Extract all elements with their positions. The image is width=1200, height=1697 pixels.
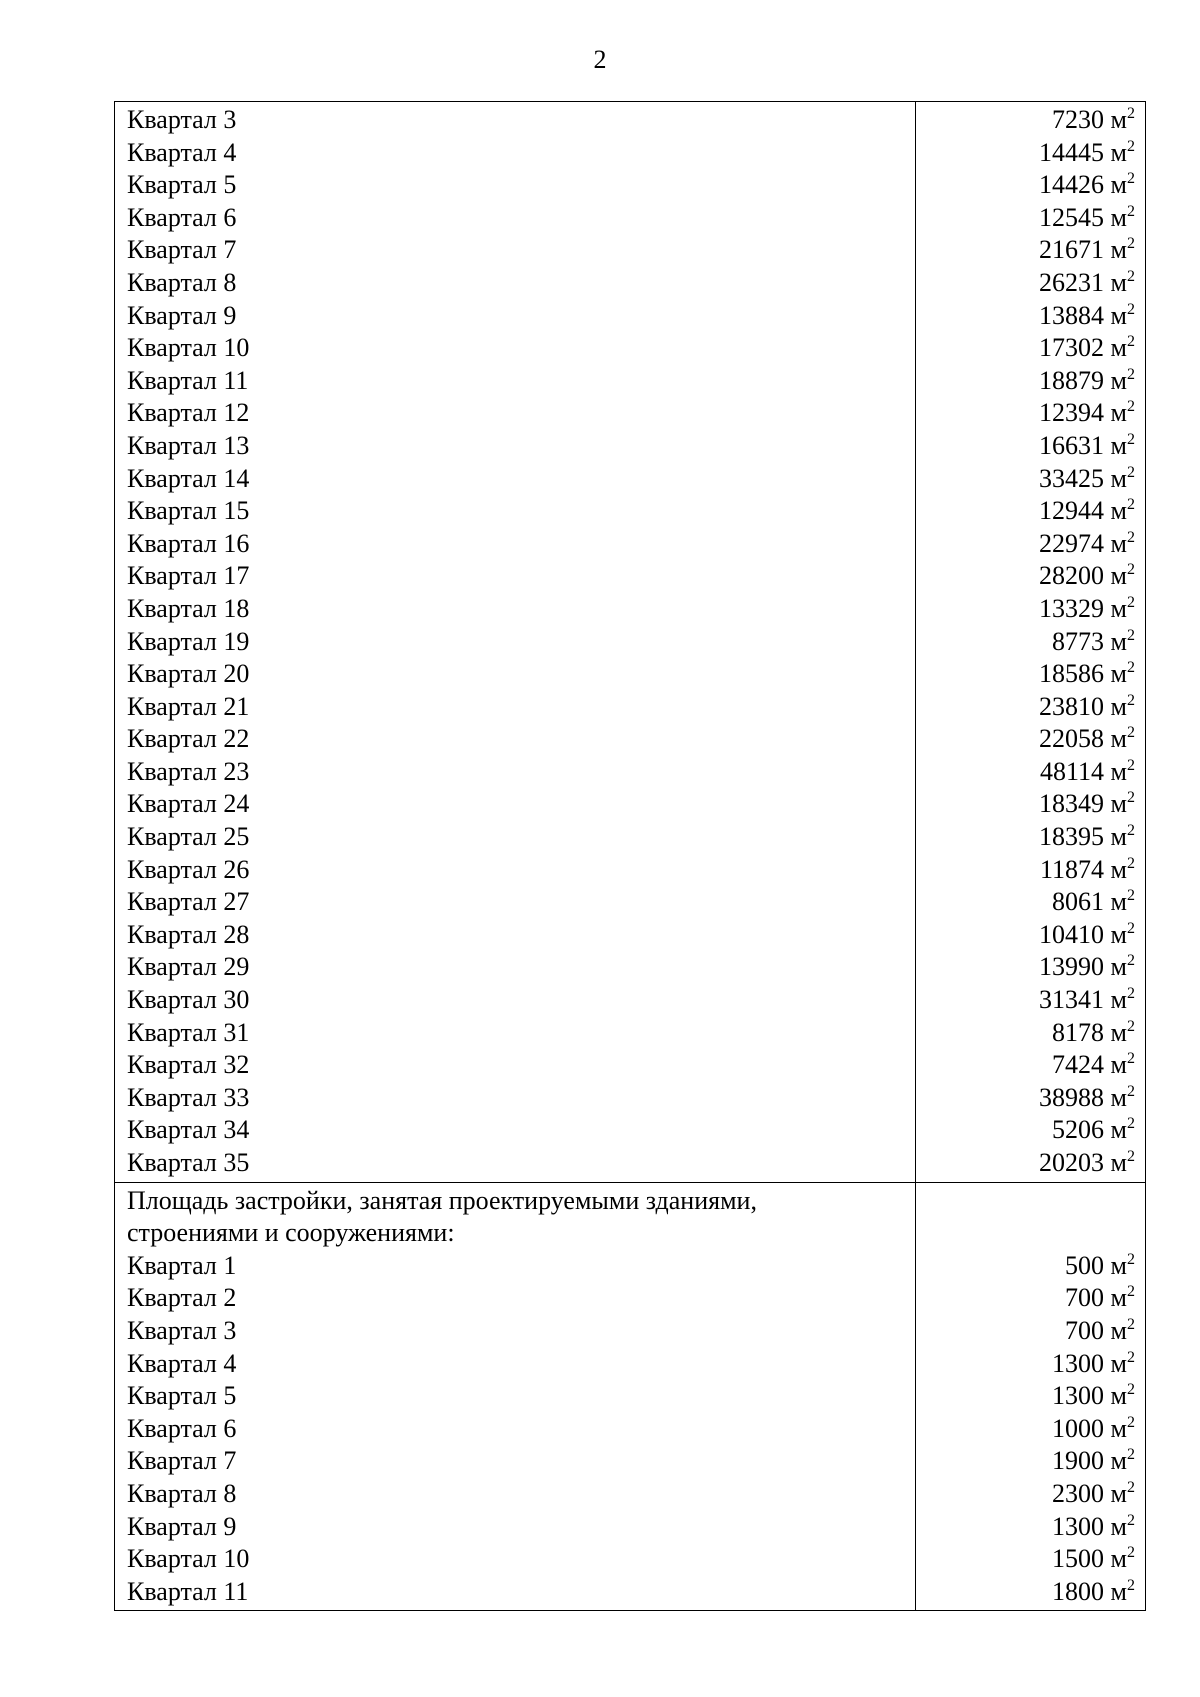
unit-exponent: 2 — [1127, 1017, 1135, 1035]
area-value — [928, 626, 1135, 659]
area-value — [928, 658, 1135, 691]
area-unit: м — [1110, 170, 1127, 200]
block-label: Квартал 4 — [127, 1348, 237, 1378]
area-unit: м — [1110, 1478, 1127, 1508]
block-label: Квартал 30 — [127, 985, 250, 1015]
unit-exponent: 2 — [1127, 430, 1135, 448]
area-unit: м — [1110, 430, 1127, 460]
area-value — [928, 593, 1135, 626]
area-unit: м — [1110, 561, 1127, 591]
unit-exponent: 2 — [1127, 1315, 1135, 1333]
area-unit: м — [1110, 1348, 1127, 1378]
block-label: Квартал 2 — [127, 1283, 237, 1313]
block-label: Квартал 13 — [127, 430, 250, 460]
block-label: Квартал 22 — [127, 724, 250, 754]
block-label: Квартал 18 — [127, 593, 250, 623]
area-value — [928, 430, 1135, 463]
area-unit: м — [1110, 724, 1127, 754]
area-value — [928, 1250, 1135, 1283]
unit-exponent: 2 — [1127, 1381, 1135, 1399]
block-label: Квартал 5 — [127, 170, 237, 200]
area-unit: м — [1110, 887, 1127, 917]
area-value — [928, 788, 1135, 821]
unit-exponent: 2 — [1127, 1446, 1135, 1464]
unit-exponent: 2 — [1127, 137, 1135, 155]
area-unit: м — [1110, 789, 1127, 819]
area-number: 700 — [1065, 1315, 1105, 1345]
area-number: 1300 — [1052, 1348, 1105, 1378]
area-unit: м — [1110, 1544, 1127, 1574]
block-label: Квартал 9 — [127, 1511, 237, 1541]
area-value — [928, 1511, 1135, 1544]
area-value — [928, 1380, 1135, 1413]
area-value — [928, 1017, 1135, 1050]
block-label: Квартал 32 — [127, 1050, 250, 1080]
area-value — [928, 1049, 1135, 1082]
unit-exponent: 2 — [1127, 1544, 1135, 1562]
block-label: Квартал 8 — [127, 267, 237, 297]
area-value — [928, 1348, 1135, 1381]
area-unit: м — [1110, 822, 1127, 852]
section-building-footprint — [115, 1182, 1146, 1611]
block-label: Квартал 16 — [127, 528, 250, 558]
unit-exponent: 2 — [1127, 724, 1135, 742]
unit-exponent: 2 — [1127, 202, 1135, 220]
area-value — [928, 756, 1135, 789]
block-label: Квартал 15 — [127, 496, 250, 526]
area-table — [114, 101, 1146, 1611]
area-number: 7230 — [1052, 105, 1105, 134]
unit-exponent: 2 — [1127, 789, 1135, 807]
area-unit: м — [1110, 985, 1127, 1015]
area-value — [928, 528, 1135, 561]
block-label: Квартал 6 — [127, 1413, 237, 1443]
unit-exponent: 2 — [1127, 561, 1135, 579]
area-number: 48114 — [1040, 756, 1105, 786]
area-unit: м — [1110, 137, 1127, 167]
area-unit: м — [1110, 659, 1127, 689]
unit-exponent: 2 — [1127, 1283, 1135, 1301]
area-unit: м — [1110, 626, 1127, 656]
area-unit: м — [1110, 528, 1127, 558]
unit-exponent: 2 — [1127, 1250, 1135, 1268]
block-label: Квартал 28 — [127, 919, 250, 949]
area-unit: м — [1110, 1050, 1127, 1080]
area-unit: м — [1110, 463, 1127, 493]
area-value — [928, 691, 1135, 724]
unit-exponent: 2 — [1127, 1413, 1135, 1431]
area-value — [928, 919, 1135, 952]
area-unit: м — [1110, 333, 1127, 363]
area-number: 5206 — [1052, 1115, 1105, 1145]
area-number: 13329 — [1039, 593, 1105, 623]
area-unit: м — [1110, 1082, 1127, 1112]
area-number: 38988 — [1039, 1082, 1105, 1112]
area-number: 16631 — [1039, 430, 1105, 460]
area-number: 31341 — [1039, 985, 1105, 1015]
block-label: Квартал 3 — [127, 1315, 237, 1345]
area-number: 1900 — [1052, 1446, 1105, 1476]
area-unit: м — [1110, 919, 1127, 949]
area-number: 1300 — [1052, 1511, 1105, 1541]
area-number: 7424 — [1052, 1050, 1105, 1080]
unit-exponent: 2 — [1127, 463, 1135, 481]
area-unit: м — [1110, 398, 1127, 428]
block-label: Квартал 19 — [127, 626, 250, 656]
area-number: 28200 — [1039, 561, 1105, 591]
unit-exponent: 2 — [1127, 822, 1135, 840]
area-number: 13990 — [1039, 952, 1105, 982]
unit-exponent: 2 — [1127, 1576, 1135, 1594]
area-value — [928, 1147, 1135, 1180]
area-value — [928, 463, 1135, 496]
area-number: 1800 — [1052, 1576, 1105, 1606]
area-number: 8061 — [1052, 887, 1105, 917]
block-label: Квартал 5 — [127, 1381, 237, 1411]
unit-exponent: 2 — [1127, 1082, 1135, 1100]
area-unit: м — [1110, 1381, 1127, 1411]
unit-exponent: 2 — [1127, 952, 1135, 970]
blank-line — [928, 1185, 1135, 1218]
unit-exponent: 2 — [1127, 919, 1135, 937]
area-number: 700 — [1065, 1283, 1105, 1313]
area-number: 14445 — [1039, 137, 1105, 167]
block-label: Квартал 7 — [127, 1446, 237, 1476]
block-label: Квартал 24 — [127, 789, 250, 819]
area-value — [928, 267, 1135, 300]
block-label: Квартал 11 — [127, 365, 249, 395]
area-number: 14426 — [1039, 170, 1105, 200]
area-value — [928, 951, 1135, 984]
area-value — [928, 1478, 1135, 1511]
unit-exponent: 2 — [1127, 1148, 1135, 1165]
area-unit: м — [1110, 1576, 1127, 1606]
area-unit: м — [1110, 300, 1127, 330]
block-label: Квартал 25 — [127, 822, 250, 852]
area-number: 11874 — [1040, 854, 1105, 884]
block-label: Квартал 33 — [127, 1082, 250, 1112]
area-number: 22058 — [1039, 724, 1105, 754]
block-label: Квартал 12 — [127, 398, 250, 428]
area-value — [928, 202, 1135, 235]
block-label: Квартал 1 — [127, 1250, 237, 1280]
block-label: Квартал 14 — [127, 463, 250, 493]
area-unit: м — [1110, 691, 1127, 721]
area-number: 18349 — [1039, 789, 1105, 819]
values-cell — [916, 1182, 1146, 1611]
area-number: 1500 — [1052, 1544, 1105, 1574]
area-unit: м — [1110, 756, 1127, 786]
area-value — [928, 332, 1135, 365]
area-number: 8773 — [1052, 626, 1105, 656]
area-number: 12394 — [1039, 398, 1105, 428]
area-number: 1300 — [1052, 1381, 1105, 1411]
area-number: 12944 — [1039, 496, 1105, 526]
unit-exponent: 2 — [1127, 593, 1135, 611]
area-unit: м — [1110, 496, 1127, 526]
area-value — [928, 723, 1135, 756]
area-unit: м — [1110, 1511, 1127, 1541]
block-label: Квартал 11 — [127, 1576, 249, 1606]
block-label: Квартал 17 — [127, 561, 250, 591]
area-value — [928, 1082, 1135, 1115]
area-unit: м — [1110, 235, 1127, 265]
area-value — [928, 1576, 1135, 1609]
values-cell — [916, 102, 1146, 1183]
section-territory-areas — [115, 102, 1146, 1183]
unit-exponent: 2 — [1127, 1478, 1135, 1496]
block-label: Квартал 27 — [127, 887, 250, 917]
unit-exponent: 2 — [1127, 691, 1135, 709]
labels-cell — [115, 102, 916, 1183]
area-value — [928, 234, 1135, 267]
block-label: Квартал 29 — [127, 952, 250, 982]
unit-exponent: 2 — [1127, 496, 1135, 514]
area-number: 18395 — [1039, 822, 1105, 852]
area-value — [928, 1282, 1135, 1315]
area-unit: м — [1110, 1250, 1127, 1280]
page-number: 2 — [593, 45, 607, 74]
area-unit: м — [1110, 1315, 1127, 1345]
unit-exponent: 2 — [1127, 235, 1135, 253]
blank-line — [928, 1217, 1135, 1250]
unit-exponent: 2 — [1127, 1511, 1135, 1529]
area-value — [928, 104, 1135, 137]
area-value — [928, 984, 1135, 1017]
block-label: Квартал 21 — [127, 691, 250, 721]
block-label: Квартал 34 — [127, 1115, 250, 1145]
unit-exponent: 2 — [1127, 365, 1135, 383]
area-value — [928, 1315, 1135, 1348]
area-unit: м — [1110, 952, 1127, 982]
area-number: 26231 — [1039, 267, 1105, 297]
unit-exponent: 2 — [1127, 887, 1135, 905]
area-value — [928, 1413, 1135, 1446]
unit-exponent: 2 — [1127, 105, 1135, 122]
block-label: Квартал 4 — [127, 137, 237, 167]
area-number: 23810 — [1039, 691, 1105, 721]
unit-exponent: 2 — [1127, 398, 1135, 416]
block-label: Квартал 26 — [127, 854, 250, 884]
area-value — [928, 854, 1135, 887]
area-value — [928, 365, 1135, 398]
unit-exponent: 2 — [1127, 1348, 1135, 1366]
area-unit: м — [1110, 593, 1127, 623]
section-heading-line: строениями и сооружениями: — [127, 1218, 455, 1248]
area-number: 1000 — [1052, 1413, 1105, 1443]
labels-cell — [115, 1182, 916, 1611]
area-value — [928, 560, 1135, 593]
area-value — [928, 300, 1135, 333]
area-number: 12545 — [1039, 202, 1105, 232]
block-label: Квартал 9 — [127, 300, 237, 330]
area-number: 22974 — [1039, 528, 1105, 558]
unit-exponent: 2 — [1127, 1050, 1135, 1068]
block-label: Квартал 6 — [127, 202, 237, 232]
unit-exponent: 2 — [1127, 267, 1135, 285]
block-label: Квартал 3 — [127, 105, 237, 134]
area-number: 33425 — [1039, 463, 1105, 493]
area-unit: м — [1110, 105, 1127, 134]
section-heading-line: Площадь застройки, занятая проектируемыми зданиями, — [127, 1185, 757, 1215]
unit-exponent: 2 — [1127, 170, 1135, 188]
area-unit: м — [1110, 1283, 1127, 1313]
area-unit: м — [1110, 1017, 1127, 1047]
unit-exponent: 2 — [1127, 854, 1135, 872]
block-label: Квартал 20 — [127, 659, 250, 689]
area-number: 18879 — [1039, 365, 1105, 395]
area-number: 18586 — [1039, 659, 1105, 689]
area-unit: м — [1110, 854, 1127, 884]
block-label: Квартал 10 — [127, 1544, 250, 1574]
area-value — [928, 169, 1135, 202]
block-label: Квартал 31 — [127, 1017, 250, 1047]
unit-exponent: 2 — [1127, 985, 1135, 1003]
area-value — [928, 1543, 1135, 1576]
area-number: 8178 — [1052, 1017, 1105, 1047]
unit-exponent: 2 — [1127, 1115, 1135, 1133]
block-label: Квартал 35 — [127, 1148, 250, 1177]
area-value — [928, 1114, 1135, 1147]
area-unit: м — [1110, 1413, 1127, 1443]
unit-exponent: 2 — [1127, 528, 1135, 546]
unit-exponent: 2 — [1127, 300, 1135, 318]
block-label: Квартал 8 — [127, 1478, 237, 1508]
area-number: 21671 — [1039, 235, 1105, 265]
area-number: 2300 — [1052, 1478, 1105, 1508]
unit-exponent: 2 — [1127, 626, 1135, 644]
unit-exponent: 2 — [1127, 333, 1135, 351]
area-number: 20203 — [1039, 1148, 1105, 1177]
area-unit: м — [1110, 365, 1127, 395]
area-unit: м — [1110, 267, 1127, 297]
area-value — [928, 886, 1135, 919]
unit-exponent: 2 — [1127, 756, 1135, 774]
area-value — [928, 821, 1135, 854]
area-value — [928, 495, 1135, 528]
area-value — [928, 137, 1135, 170]
area-unit: м — [1110, 1446, 1127, 1476]
area-number: 500 — [1065, 1250, 1105, 1280]
area-unit: м — [1110, 1115, 1127, 1145]
area-unit: м — [1110, 202, 1127, 232]
area-number: 10410 — [1039, 919, 1105, 949]
area-number: 13884 — [1039, 300, 1105, 330]
unit-exponent: 2 — [1127, 659, 1135, 677]
block-label: Квартал 7 — [127, 235, 237, 265]
area-value — [928, 397, 1135, 430]
block-label: Квартал 10 — [127, 333, 250, 363]
area-unit: м — [1110, 1148, 1127, 1177]
area-number: 17302 — [1039, 333, 1105, 363]
area-value — [928, 1445, 1135, 1478]
block-label: Квартал 23 — [127, 756, 250, 786]
